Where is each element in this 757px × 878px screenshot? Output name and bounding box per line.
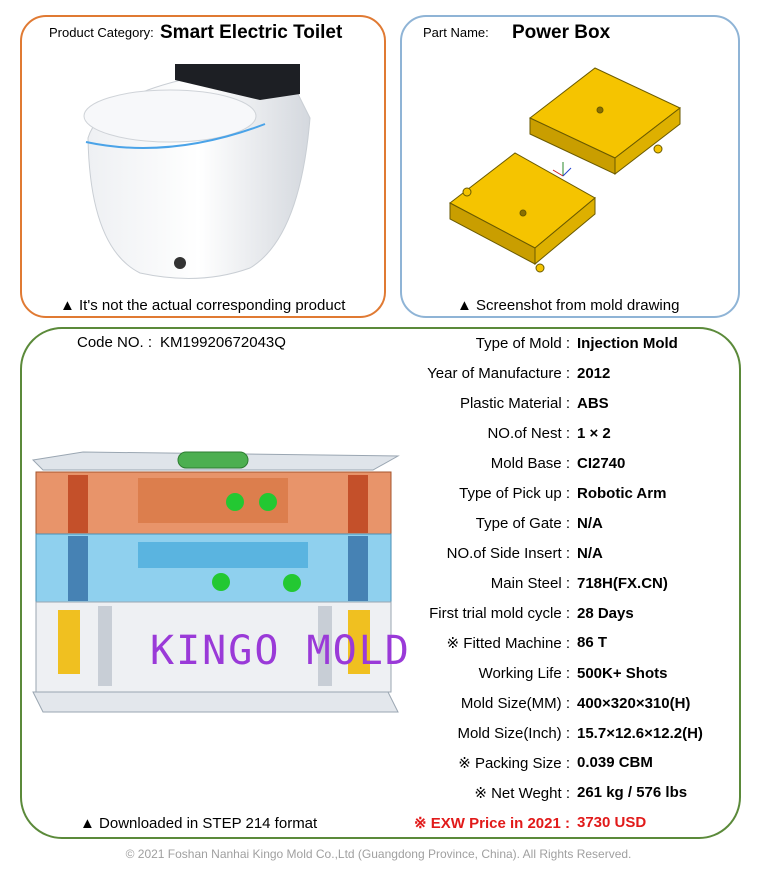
spec-value: 1 × 2 [577, 425, 611, 442]
spec-value: 15.7×12.6×12.2(H) [577, 725, 703, 742]
code-no-value: KM19920672043Q [160, 334, 286, 351]
spec-value: 0.039 CBM [577, 754, 653, 771]
spec-label: Type of Mold : [475, 335, 570, 352]
spec-value: N/A [577, 545, 603, 562]
spec-label: Type of Gate : [475, 515, 570, 532]
spec-value: N/A [577, 515, 603, 532]
mold-caption: ▲ Downloaded in STEP 214 format [80, 815, 318, 832]
spec-label: Mold Size(Inch) : [457, 725, 570, 742]
spec-value: 718H(FX.CN) [577, 575, 668, 592]
part-name-value: Power Box [512, 22, 611, 43]
copyright-footer: © 2021 Foshan Nanhai Kingo Mold Co.,Ltd (Guangdong Province, China). All Rights Reserved. [125, 847, 632, 861]
spec-label: Mold Base : [490, 455, 570, 472]
spec-value: 2012 [577, 365, 611, 382]
spec-label: NO.of Nest : [487, 425, 570, 442]
spec-value: 86 T [577, 634, 608, 651]
product-category-label: Product Category: [49, 25, 154, 40]
spec-label: ※ Fitted Machine : [446, 635, 570, 652]
spec-value: 28 Days [577, 605, 634, 622]
product-caption: ▲ It's not the actual corresponding product [60, 297, 346, 314]
spec-value: 261 kg / 576 lbs [577, 784, 688, 801]
part-name-label: Part Name: [423, 25, 489, 40]
spec-label: NO.of Side Insert : [446, 545, 570, 562]
power-box-drawing [445, 58, 695, 283]
spec-label: Mold Size(MM) : [460, 695, 570, 712]
spec-value: Injection Mold [577, 335, 678, 352]
spec-label: Working Life : [478, 665, 570, 682]
spec-label: ※ Net Weght : [474, 785, 570, 802]
spec-label: Plastic Material : [459, 395, 570, 412]
price-value: 3730 USD [577, 814, 647, 831]
spec-value: 400×320×310(H) [577, 695, 691, 712]
mold-render-image [28, 450, 406, 720]
product-category-value: Smart Electric Toilet [160, 22, 343, 43]
spec-label: Main Steel : [490, 575, 570, 592]
price-label: ※ EXW Price in 2021 : [414, 815, 570, 832]
spec-value: ABS [577, 395, 609, 412]
mold-watermark-text: KINGO MOLD [150, 628, 411, 674]
toilet-image [80, 58, 320, 283]
spec-value: CI2740 [577, 455, 626, 472]
spec-value: 500K+ Shots [577, 665, 668, 682]
spec-label: First trial mold cycle : [429, 605, 570, 622]
spec-label: Year of Manufacture : [427, 365, 570, 382]
spec-label: Type of Pick up : [459, 485, 570, 502]
spec-value: Robotic Arm [577, 485, 667, 502]
spec-label: ※ Packing Size : [458, 755, 570, 772]
code-no-label: Code NO. : [77, 334, 153, 351]
part-caption: ▲ Screenshot from mold drawing [457, 297, 680, 314]
